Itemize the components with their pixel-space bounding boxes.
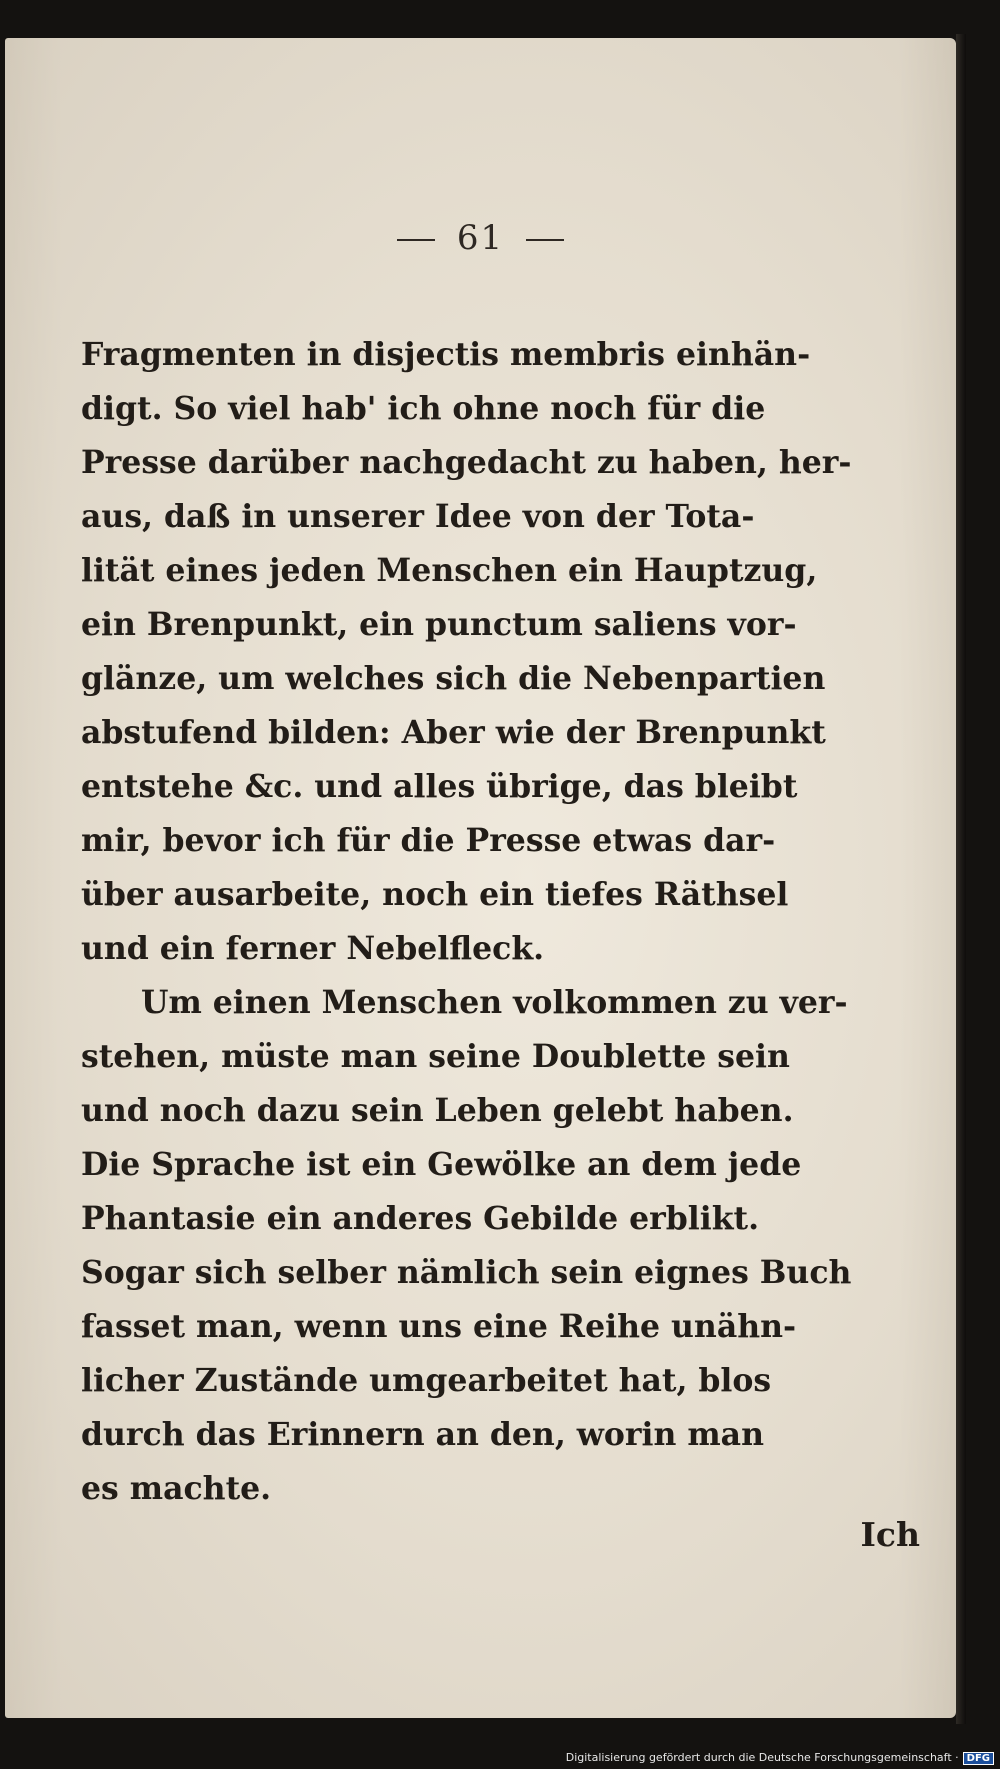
- text-line: über ausarbeite, noch ein tiefes Räthsel: [81, 876, 789, 913]
- text-line: und ein ferner Nebelfleck.: [81, 930, 545, 967]
- text-line: fasset man, wenn uns eine Reihe unähn-: [81, 1308, 797, 1345]
- right-dash: [526, 239, 564, 241]
- credit-text: Digitalisierung gefördert durch die Deutsche Forschungsgemeinschaft: [565, 1751, 952, 1764]
- text-line: Um einen Menschen volkommen zu ver-: [141, 984, 848, 1021]
- text-line: mir, bevor ich für die Presse etwas dar-: [81, 822, 776, 859]
- text-line: es machte.: [81, 1470, 272, 1507]
- text-line: digt. So viel hab' ich ohne noch für die: [81, 390, 766, 427]
- text-line: ein Brenpunkt, ein punctum saliens vor-: [81, 606, 797, 643]
- text-line: und noch dazu sein Leben gelebt haben.: [81, 1092, 794, 1129]
- text-line: stehen, müste man seine Doublette sein: [81, 1038, 790, 1075]
- text-line: aus, daß in unserer Idee von der Tota-: [81, 498, 755, 535]
- body-text: [81, 328, 852, 1516]
- text-line: glänze, um welches sich die Nebenpartien: [81, 660, 826, 697]
- text-line: abstufend bilden: Aber wie der Brenpunkt: [81, 714, 826, 751]
- text-line: Die Sprache ist ein Gewölke an dem jede: [81, 1146, 802, 1183]
- text-line: durch das Erinnern an den, worin man: [81, 1416, 764, 1453]
- digitization-credit: Digitalisierung gefördert durch die Deutsche Forschungsgemeinschaft · DFG: [566, 1751, 994, 1765]
- page-number: 61: [456, 218, 505, 258]
- text-line: Phantasie ein anderes Gebilde erblikt.: [81, 1200, 760, 1237]
- text-line: lität eines jeden Menschen ein Hauptzug,: [81, 552, 818, 589]
- text-line: licher Zustände umgearbeitet hat, blos: [81, 1362, 772, 1399]
- catchword: Ich: [860, 1515, 920, 1554]
- book-page: [5, 38, 956, 1718]
- page-edge-shadow: [956, 34, 966, 1724]
- text-line: Sogar sich selber nämlich sein eignes Buch: [81, 1254, 852, 1291]
- text-line: Fragmenten in disjectis membris einhän-: [81, 336, 811, 373]
- page-number-header: [5, 218, 956, 258]
- text-line: entstehe &c. und alles übrige, das bleibt: [81, 768, 798, 805]
- text-line: Presse darüber nachgedacht zu haben, her-: [81, 444, 852, 481]
- dfg-logo: DFG: [963, 1752, 994, 1765]
- left-dash: [397, 239, 435, 241]
